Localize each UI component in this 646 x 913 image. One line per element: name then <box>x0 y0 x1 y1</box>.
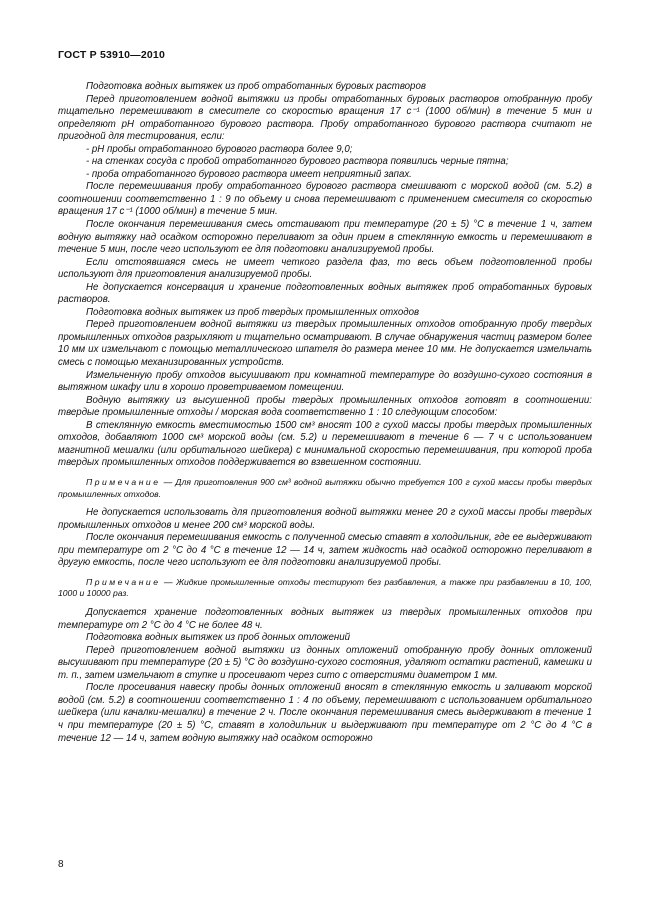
note-text: — Для приготовления 900 см³ водной вытяжки обычно требуется 100 г сухой массы пробы твердых промышленных отходов. <box>58 476 593 499</box>
note-text: — Жидкие промышленные отходы тестируют без разбавления, а также при разбавлении в 10, 100, 1000 и 10000 раз. <box>58 576 593 599</box>
page-number: 8 <box>58 859 64 870</box>
paragraph: Подготовка водных вытяжек из проб отработанных буровых растворов <box>86 81 426 92</box>
paragraph: Не допускается консервация и хранение подготовленных водных вытяжек проб отработанных буровых растворов. <box>58 281 592 306</box>
list-item: - pH пробы отработанного бурового раствора более 9,0; <box>86 143 353 155</box>
document-body <box>58 81 592 745</box>
note-label: Примечание <box>86 476 161 487</box>
paragraph: Подготовка водных вытяжек из проб твердых промышленных отходов <box>86 306 420 318</box>
paragraph: После просеивания навеску пробы донных отложений вносят в стеклянную емкость и заливают морской водой (см. 5.2) в соотношении соответственно 1 : 4 по объему, перемешивают с использованием орбитального шейкера (или качалки-мешалки) в течение 2 ч. После окончания перемешивания смесь выдерживают в течение 1 ч при температуре (20 ± 5) °С, ставят в холодильник и выдерживают при температуре от 2 °С до 4 °С в течение 12 — 14 ч, затем водную вытяжку над осадком осторожно <box>58 682 592 744</box>
paragraph: Если отстоявшаяся смесь не имеет четкого раздела фаз, то весь объем подготовленной пробы используют для приготовления анализируемой пробы. <box>58 256 592 281</box>
paragraph: Не допускается использовать для приготовления водной вытяжки менее 20 г сухой массы пробы твердых промышленных отходов и менее 200 см³ морской воды. <box>58 507 592 531</box>
paragraph: Измельченную пробу отходов высушивают при комнатной температуре до воздушно-сухого состояния в вытяжном шкафу или в хорошо проветриваемом помещении. <box>58 369 592 394</box>
paragraph: Водную вытяжку из высушенной пробы твердых промышленных отходов готовят в соотношении: твердые промышленные отходы / морская вода соответственно 1 : 10 следующим способом: <box>58 394 592 419</box>
paragraph: В стеклянную емкость вместимостью 1500 см³ вносят 100 г сухой массы пробы твердых промышленных отходов, добавляют 1000 см³ морской воды (см. 5.2) и перемешивают в течение 6 — 7 ч с использованием магнитной мешалки (или орбитального шейкера) с минимальной скоростью перемешивания, при которой проба твердых промышленных отходов поддерживается во взвешенном состоянии. <box>58 419 592 469</box>
list-item: - на стенках сосуда с пробой отработанного бурового раствора появились черные пятна; <box>86 156 509 168</box>
paragraph: После окончания перемешивания емкость с полученной смесью ставят в холодильник, где ее выдерживают при температуре от 2 °С до 4 °С в течение 12 — 14 ч, затем жидкость над осадкой осторожно переливают в другую емкость, после чего используют ее для подготовки анализируемой пробы. <box>58 532 592 569</box>
note-1 <box>58 477 592 500</box>
paragraph: После перемешивания пробу отработанного бурового раствора смешивают с морской водой (см. 5.2) в соотношении соответственно 1 : 9 по объему и снова перемешивают с применением смесителя со скоростью вращения 17 с⁻¹ (1000 об/мин) в течение 5 мин. <box>58 181 592 218</box>
paragraph: Перед приготовлением водной вытяжки из твердых промышленных отходов отобранную пробу твердых промышленных отходов разрыхляют и тщательно осматривают. В случае обнаружения частиц размером более 10 мм их измельчают с помощью металлического шпателя до размера менее 10 мм. Не допускается измельчать смесь с помощью механизированных устройств. <box>58 319 592 369</box>
paragraph: Перед приготовлением водной вытяжки из донных отложений отобранную пробу донных отложений высушивают при температуре (20 ± 5) °С до воздушно-сухого состояния, удаляют остатки растений, камешки и т. п., затем измельчают в ступке и просеивают через сито с отверстиями диаметром 1 мм. <box>58 644 592 681</box>
note-label: Примечание <box>86 576 161 587</box>
note-2 <box>58 577 592 600</box>
document-header: ГОСТ Р 53910—2010 <box>58 49 166 61</box>
paragraph: Допускается хранение подготовленных водных вытяжек из твердых промышленных отходов при температуре от 2 °С до 4 °С не более 48 ч. <box>58 607 592 631</box>
list-item: - проба отработанного бурового раствора имеет неприятный запах. <box>86 168 412 180</box>
paragraph: Перед приготовлением водной вытяжки из пробы отработанных буровых растворов отобранную пробу тщательно перемешивают в смесителе со скоростью вращения 17 с⁻¹ (1000 об/мин) в течение 5 мин и определяют pH отработанного бурового раствора. Пробу отработанного бурового раствора считают не пригодной для тестирования, если: <box>58 93 592 143</box>
paragraph: Подготовка водных вытяжек из проб донных отложений <box>86 632 351 644</box>
paragraph: После окончания перемешивания смесь отстаивают при температуре (20 ± 5) °С в течение 1 ч, затем водную вытяжку над осадком осторожно переливают за один прием в стеклянную емкость и перемешивают в течение 5 мин, после чего используют ее для подготовки анализируемой пробы. <box>58 219 592 256</box>
